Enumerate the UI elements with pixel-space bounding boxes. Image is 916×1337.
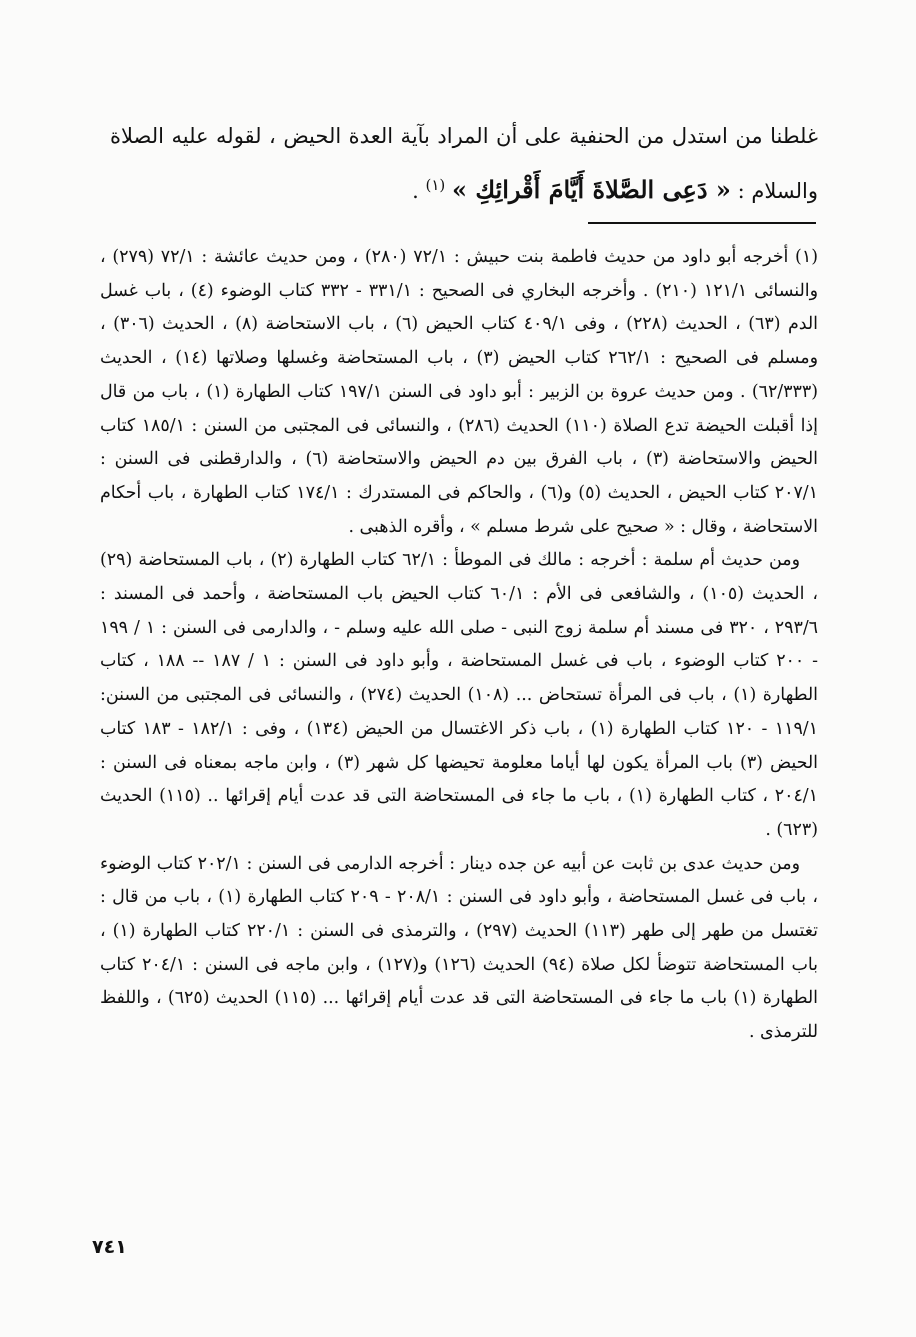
footnotes-section bbox=[100, 241, 818, 1050]
main-text-body: غلطنا من استدل من الحنفية على أن المراد بآية العدة الحيض ، لقوله عليه الصلاة والسلام : bbox=[110, 124, 818, 203]
footnote-reference-mark: (١) bbox=[425, 176, 446, 194]
footnote-paragraph-1: (١) أخرجه أبو داود من حديث فاطمة بنت حبيش : ٧٢/١ (٢٨٠) ، ومن حديث عائشة : ٧٢/١ (٢٧٩) ، والنسائى ١٢١/١ (٢١٠) . وأخرجه البخاري فى الصحيح : ٣٣١/١ - ٣٣٢ كتاب الوضوء (٤) ، باب غسل الدم (٦٣) ، الحديث (٢٢٨) ، وفى ٤٠٩/١ كتاب الحيض (٦) ، باب الاستحاضة (٨) ، الحديث (٣٠٦) ، ومسلم فى الصحيح : ٢٦٢/١ كتاب الحيض (٣) ، باب المستحاضة وغسلها وصلاتها (١٤) ، الحديث (٦٢/٣٣٣) . ومن حديث عروة بن الزبير : أبو داود فى السنن ١٩٧/١ كتاب الطهارة (١) ، باب من قال إذا أقبلت الحيضة تدع الصلاة (١١٠) الحديث (٢٨٦) ، والنسائى فى المجتبى من السنن : ١٨٥/١ كتاب الحيض والاستحاضة (٣) ، باب الفرق بين دم الحيض والاستحاضة (٦) ، والدارقطنى فى السنن : ٢٠٧/١ كتاب الحيض ، الحديث (٥) و(٦) ، والحاكم فى المستدرك : ١٧٤/١ كتاب الطهارة ، باب أحكام الاستحاضة ، وقال : « صحيح على شرط مسلم » ، وأقره الذهبى . bbox=[100, 247, 819, 537]
footnote-paragraph-3: ومن حديث عدى بن ثابت عن أبيه عن جده دينار : أخرجه الدارمى فى السنن : ٢٠٢/١ كتاب الوضوء ، باب فى غسل المستحاضة ، وأبو داود فى السنن : ٢٠٨/١ - ٢٠٩ كتاب الطهارة (١) ، باب من قال : تغتسل من طهر إلى طهر (١١٣) الحديث (٢٩٧) ، والترمذى فى السنن : ٢٢٠/١ كتاب الطهارة (١) ، باب المستحاضة تتوضأ لكل صلاة (٩٤) الحديث (١٢٦) و(١٢٧) ، وابن ماجه فى السنن : ٢٠٤/١ كتاب الطهارة (١) باب ما جاء فى المستحاضة التى قد عدت أيام إقرائها ... (١١٥) الحديث (٦٢٥) ، واللفظ للترمذى . bbox=[100, 853, 818, 1043]
page-number: ٧٤١ bbox=[92, 1236, 127, 1258]
main-text-end: . bbox=[412, 179, 426, 203]
footnote-separator-rule bbox=[588, 222, 816, 224]
main-text-paragraph bbox=[110, 112, 818, 216]
hadith-quote: « دَعِى الصَّلاةَ أَيَّامَ أَقْرائِكِ » bbox=[451, 175, 731, 204]
footnote-paragraph-2: ومن حديث أم سلمة : أخرجه : مالك فى الموطأ : ٦٢/١ كتاب الطهارة (٢) ، باب المستحاضة (٢٩) ، الحديث (١٠٥) ، والشافعى فى الأم : ٦٠/١ كتاب الحيض باب المستحاضة ، وأحمد فى المسند : ٢٩٣/٦ ، ٣٢٠ فى مسند أم سلمة زوج النبى - صلى الله عليه وسلم - ، والدارمى فى السنن : ١ / ١٩٩ - ٢٠٠ كتاب الوضوء ، باب فى غسل المستحاضة ، وأبو داود فى السنن : ١ / ١٨٧ -- ١٨٨ ، كتاب الطهارة (١) ، باب فى المرأة تستحاض ... (١٠٨) الحديث (٢٧٤) ، والنسائى فى المجتبى من السنن: ١١٩/١ - ١٢٠ كتاب الطهارة (١) ، باب ذكر الاغتسال من الحيض (١٣٤) ، وفى : ١٨٢/١ - ١٨٣ كتاب الحيض (٣) باب المرأة يكون لها أياما معلومة تحيضها كل شهر (٣) ، وابن ماجه بمعناه فى السنن : ٢٠٤/١ ، كتاب الطهارة (١) ، باب ما جاء فى المستحاضة التى قد عدت أيام إقرائها .. (١١٥) الحديث (٦٢٣) . bbox=[100, 550, 819, 840]
